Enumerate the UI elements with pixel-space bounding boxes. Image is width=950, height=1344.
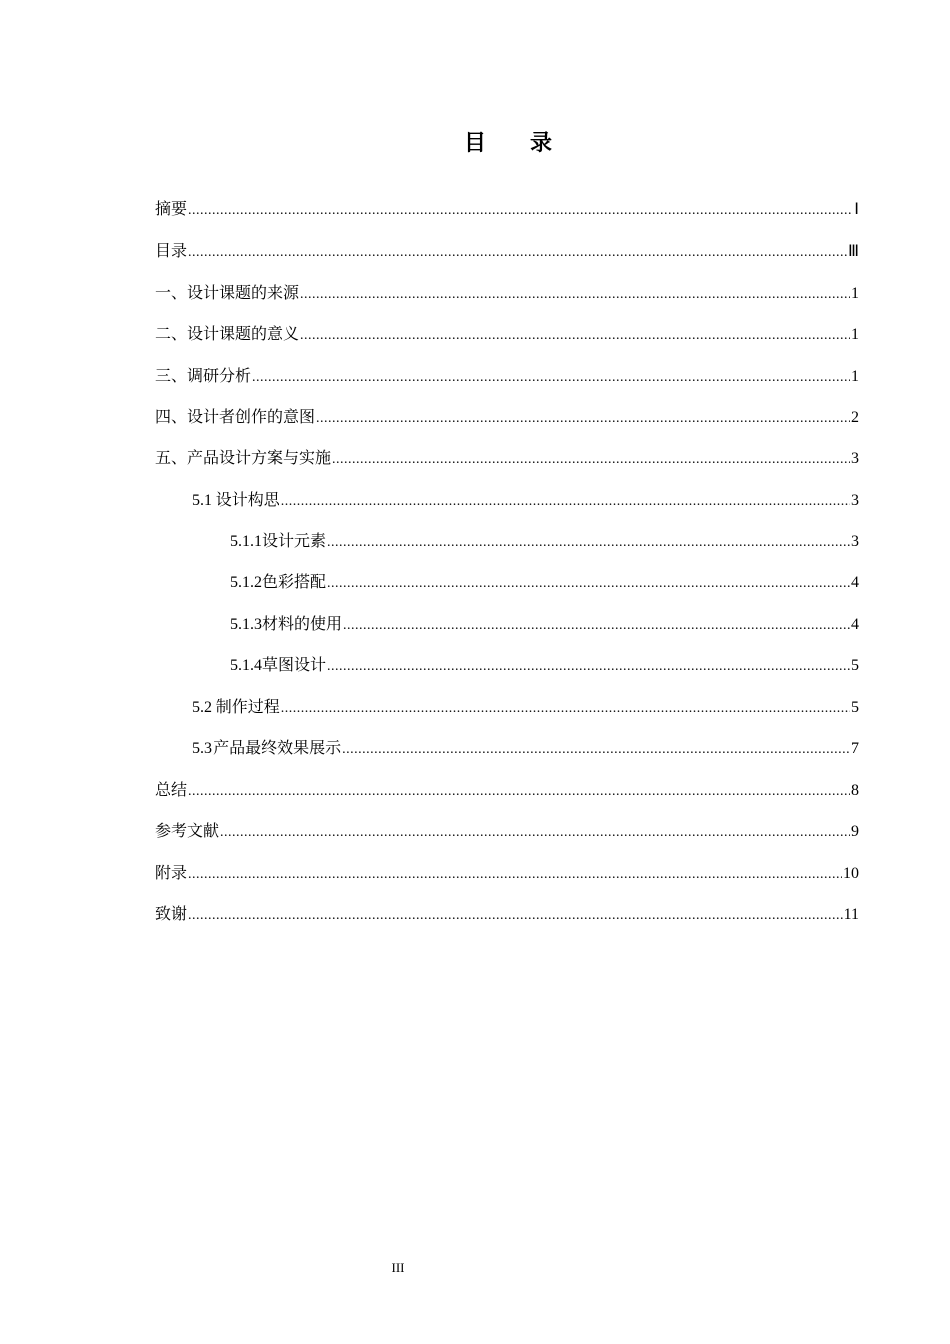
toc-entry-page: 10 — [843, 865, 859, 882]
toc-entry-page: 7 — [851, 740, 859, 757]
toc-entry[interactable] — [230, 653, 859, 677]
toc-entry-label: 材料的使用 — [262, 614, 343, 633]
toc-entry-label: 附录 — [155, 863, 188, 882]
toc-leader — [188, 780, 850, 804]
toc-leader — [332, 448, 850, 472]
toc-entry[interactable] — [155, 364, 859, 388]
toc-entry[interactable] — [230, 529, 859, 553]
toc-entry-label: 总结 — [155, 780, 188, 799]
toc-entry-label: 三、调研分析 — [155, 366, 252, 385]
page-number-footer: III — [391, 1260, 405, 1275]
toc-entry-page: 3 — [851, 492, 859, 509]
toc-entry-label: 二、设计课题的意义 — [155, 324, 300, 343]
toc-entry-page: 1 — [851, 285, 859, 302]
page-title-part2: 录 — [530, 131, 553, 156]
toc-entry[interactable] — [192, 736, 859, 760]
toc-entry[interactable] — [155, 861, 859, 885]
toc-entry-number: 5.3 — [192, 740, 212, 757]
toc-entry-page: 11 — [843, 906, 859, 923]
toc-entry-page: 5 — [851, 699, 859, 716]
toc-entry-label: 一、设计课题的来源 — [155, 283, 300, 302]
toc-entry-page: 8 — [851, 782, 859, 799]
toc-entry-page: 5 — [851, 657, 859, 674]
toc-entry-label: 制作过程 — [215, 697, 280, 716]
toc-leader — [188, 863, 842, 887]
toc-entry-number: 5.2 — [192, 699, 212, 716]
toc-leader — [281, 697, 850, 721]
toc-entry[interactable] — [155, 239, 859, 263]
toc-entry[interactable] — [155, 902, 859, 926]
toc-entry-label: 设计元素 — [262, 531, 327, 550]
toc-entry[interactable] — [192, 695, 859, 719]
toc-entry-number: 5.1 — [192, 492, 212, 509]
toc-leader — [300, 324, 850, 348]
toc-leader — [327, 572, 850, 596]
toc-entry-number: 5.1.1 — [230, 533, 262, 550]
toc-entry[interactable] — [230, 612, 859, 636]
toc-entry[interactable] — [155, 197, 859, 221]
toc-entry-label: 目录 — [155, 241, 188, 260]
toc-entry-label: 参考文献 — [155, 821, 220, 840]
toc-entry-label: 产品最终效果展示 — [213, 738, 342, 757]
toc-entry-page: 1 — [851, 326, 859, 343]
toc-leader — [342, 738, 850, 762]
toc-entry-page: 9 — [851, 823, 859, 840]
toc-leader — [220, 821, 850, 845]
toc-entry-page: Ⅰ — [854, 201, 859, 218]
toc-entry-label: 致谢 — [155, 904, 188, 923]
toc-entry-label: 五、产品设计方案与实施 — [155, 448, 332, 467]
toc-entry-page: 2 — [851, 409, 859, 426]
toc-leader — [252, 366, 850, 390]
toc-entry-number: 5.1.3 — [230, 616, 262, 633]
toc-entry-page: 4 — [851, 574, 859, 591]
toc-entry[interactable] — [230, 570, 859, 594]
toc-leader — [188, 241, 847, 265]
toc-entry-number: 5.1.2 — [230, 574, 262, 591]
toc-leader — [327, 655, 850, 679]
toc-entry[interactable] — [155, 819, 859, 843]
toc-entry[interactable] — [155, 405, 859, 429]
toc-leader — [188, 904, 843, 928]
toc-leader — [316, 407, 850, 431]
toc-leader — [300, 283, 850, 307]
toc-leader — [281, 490, 850, 514]
toc-entry-label: 四、设计者创作的意图 — [155, 407, 316, 426]
toc-entry[interactable] — [155, 322, 859, 346]
toc-entry[interactable] — [155, 778, 859, 802]
toc-entry-page: 3 — [851, 450, 859, 467]
toc-leader — [327, 531, 850, 555]
toc-entry-number: 5.1.4 — [230, 657, 262, 674]
toc-entry-label: 色彩搭配 — [262, 572, 327, 591]
toc-leader — [188, 199, 853, 223]
toc-entry-page: Ⅲ — [847, 243, 859, 260]
toc-entry-page: 1 — [851, 368, 859, 385]
toc-entry[interactable] — [192, 488, 859, 512]
toc-entry-page: 3 — [851, 533, 859, 550]
page-title-part1: 目 — [463, 131, 486, 156]
toc-entry-label: 草图设计 — [262, 655, 327, 674]
toc-leader — [343, 614, 850, 638]
toc-entry[interactable] — [155, 281, 859, 305]
toc-entry-label: 摘要 — [155, 199, 188, 218]
toc-entry-label: 设计构思 — [215, 490, 280, 509]
toc-entry[interactable] — [155, 446, 859, 470]
toc-entry-page: 4 — [851, 616, 859, 633]
